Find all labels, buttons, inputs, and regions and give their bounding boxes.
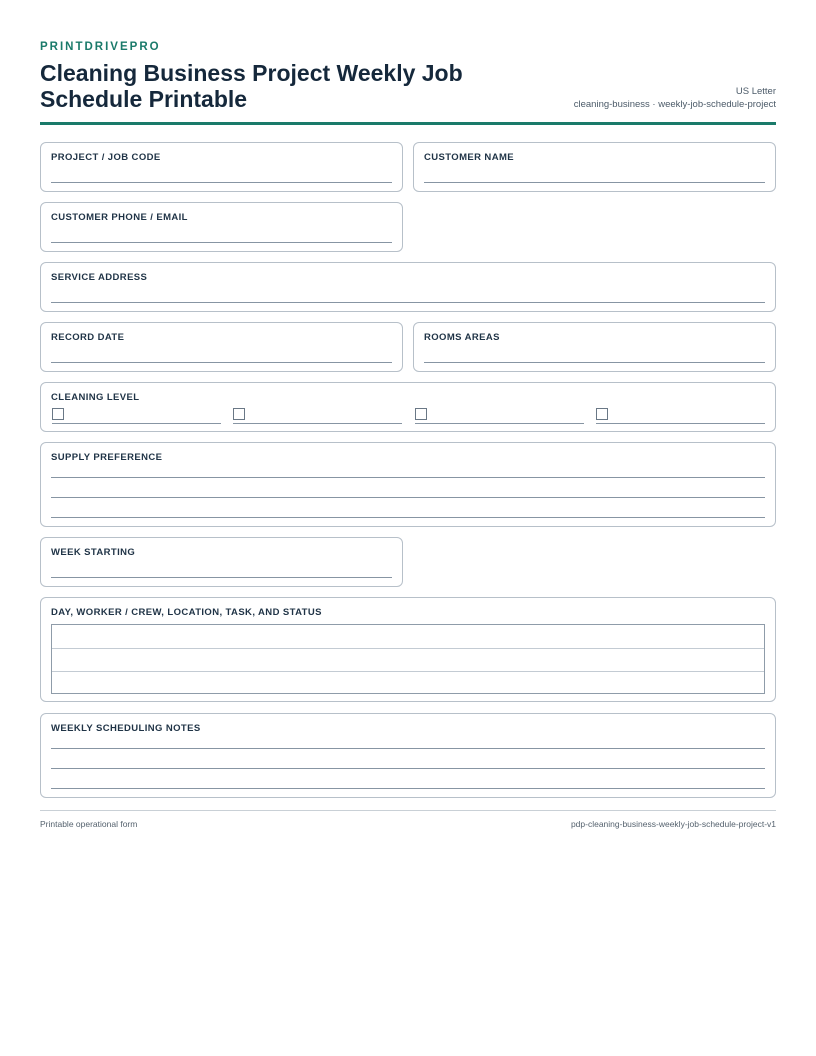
rooms-areas-field[interactable] (413, 322, 776, 372)
weekly-scheduling-notes-field[interactable] (40, 713, 776, 798)
field-label: SERVICE ADDRESS (51, 272, 148, 283)
write-line[interactable] (51, 362, 392, 363)
field-label: PROJECT / JOB CODE (51, 152, 161, 163)
cleaning-level-field (40, 382, 776, 432)
checkbox-icon[interactable] (233, 408, 245, 420)
write-line[interactable] (52, 423, 221, 424)
field-label: WEEKLY SCHEDULING NOTES (51, 723, 201, 734)
checkbox-icon[interactable] (596, 408, 608, 420)
page-title: Cleaning Business Project Weekly Job Schedule Printable (40, 60, 463, 112)
field-label: WEEK STARTING (51, 547, 136, 558)
write-line[interactable] (51, 768, 765, 769)
write-line[interactable] (51, 477, 765, 478)
table-row-divider (52, 671, 764, 672)
supply-preference-field[interactable] (40, 442, 776, 527)
checkbox-icon[interactable] (52, 408, 64, 420)
write-line[interactable] (424, 362, 765, 363)
write-line[interactable] (51, 748, 765, 749)
footer-label: Printable operational form (40, 819, 138, 829)
field-label: RECORD DATE (51, 332, 125, 343)
table-row-divider (52, 648, 764, 649)
field-label: ROOMS AREAS (424, 332, 500, 343)
schedule-table[interactable] (51, 624, 765, 694)
project-job-code-field[interactable] (40, 142, 403, 192)
header-divider (40, 122, 776, 125)
write-line[interactable] (51, 302, 765, 303)
document-meta (574, 85, 776, 111)
document-slug: cleaning-business · weekly-job-schedule-project (573, 99, 776, 110)
field-label: CUSTOMER NAME (424, 152, 514, 163)
cleaning-level-option-4[interactable] (596, 408, 765, 424)
cleaning-level-option-2[interactable] (233, 408, 402, 424)
field-label: SUPPLY PREFERENCE (51, 452, 163, 463)
write-line[interactable] (51, 577, 392, 578)
brand-logo-text: PRINTDRIVEPRO (40, 41, 161, 53)
write-line[interactable] (51, 788, 765, 789)
write-line[interactable] (415, 423, 584, 424)
cleaning-level-option-1[interactable] (52, 408, 221, 424)
write-line[interactable] (424, 182, 765, 183)
write-line[interactable] (51, 242, 392, 243)
customer-name-field[interactable] (413, 142, 776, 192)
paper-size-label: US Letter (735, 86, 776, 97)
week-starting-field[interactable] (40, 537, 403, 587)
schedule-table-section (40, 597, 776, 702)
field-label: CLEANING LEVEL (51, 392, 140, 403)
write-line[interactable] (233, 423, 402, 424)
field-label: CUSTOMER PHONE / EMAIL (51, 212, 188, 223)
field-label: DAY, WORKER / CREW, LOCATION, TASK, AND STATUS (51, 607, 322, 618)
write-line[interactable] (596, 423, 765, 424)
cleaning-level-option-3[interactable] (415, 408, 584, 424)
footer-divider (40, 810, 776, 811)
write-line[interactable] (51, 497, 765, 498)
record-date-field[interactable] (40, 322, 403, 372)
customer-phone-email-field[interactable] (40, 202, 403, 252)
write-line[interactable] (51, 182, 392, 183)
write-line[interactable] (51, 517, 765, 518)
checkbox-icon[interactable] (415, 408, 427, 420)
service-address-field[interactable] (40, 262, 776, 312)
form-id: pdp-cleaning-business-weekly-job-schedule-project-v1 (570, 819, 776, 829)
